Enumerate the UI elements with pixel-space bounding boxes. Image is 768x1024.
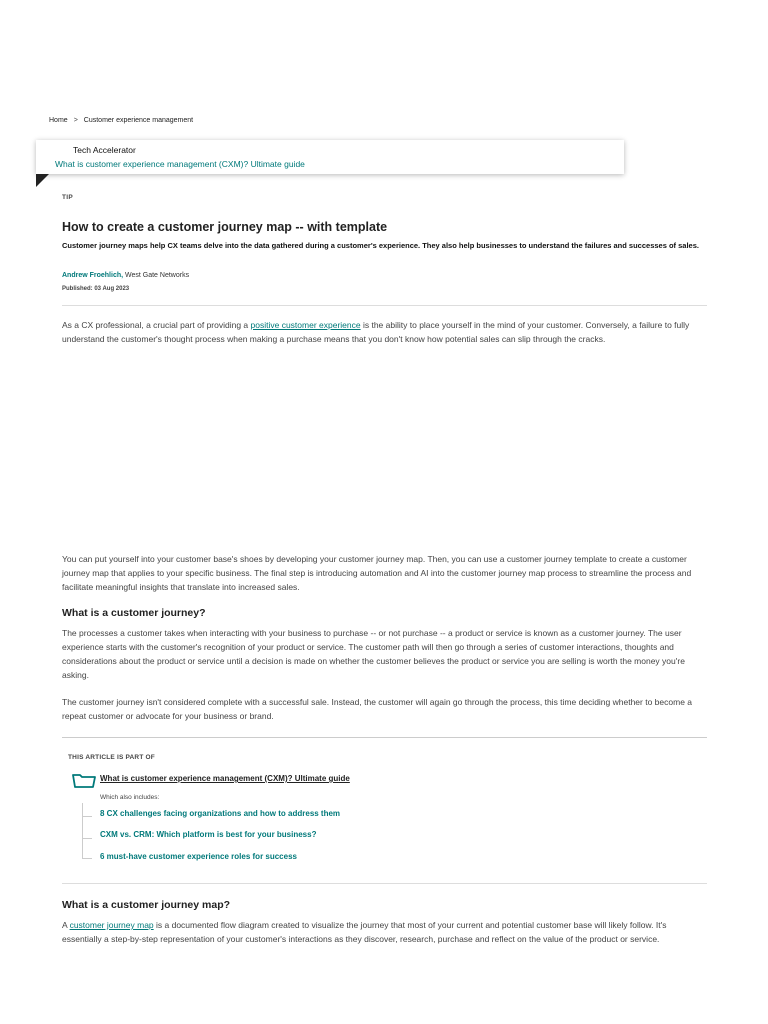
intro-text-end: is the ability to place yourself in the mind of your customer. Conversely, a failure to fully understand the customer's thought process when making a purchase means that you don't know how potential sales can slip through the cracks.: [62, 320, 690, 344]
also-includes-label: Which also includes:: [100, 794, 160, 801]
related-article-link[interactable]: 6 must-have customer experience roles for success: [100, 852, 297, 861]
customer-journey-map-link[interactable]: customer journey map: [69, 920, 154, 930]
intro-paragraph: [62, 318, 707, 346]
divider: [62, 305, 707, 306]
map-text-end: is a documented flow diagram created to visualize the journey that most of your current and potential customer base will likely follow. It's essentially a step-by-step representation of your customer's interactions as they discover, research, purchase and reflect on the value of the product or service.: [62, 920, 667, 944]
banner-fold-corner: [36, 174, 49, 187]
breadcrumb-home-link[interactable]: Home: [49, 117, 68, 124]
related-article-link[interactable]: CXM vs. CRM: Which platform is best for your business?: [100, 830, 317, 839]
positive-cx-link[interactable]: positive customer experience: [250, 320, 361, 330]
paragraph-5: [62, 918, 707, 946]
tree-tick: [82, 816, 92, 817]
author-org: West Gate Networks: [123, 272, 190, 279]
breadcrumb-separator: >: [73, 117, 78, 124]
intro-text-start: As a CX professional, a crucial part of providing a: [62, 320, 251, 330]
divider: [62, 737, 707, 738]
divider: [62, 883, 707, 884]
heading-customer-journey: What is a customer journey?: [62, 607, 206, 619]
breadcrumb: [49, 117, 193, 124]
tree-connector: [82, 803, 83, 858]
guide-kicker: Tech Accelerator: [73, 145, 136, 155]
article-type-tag: TIP: [62, 194, 74, 201]
guide-banner: [36, 140, 624, 174]
breadcrumb-current-link[interactable]: Customer experience management: [83, 117, 194, 124]
page-title: How to create a customer journey map -- with template: [62, 220, 388, 234]
paragraph-2: You can put yourself into your customer base's shoes by developing your customer journey map. Then, you can use a customer journey template to create a customer journey map that applies to your specific business. The final step is introducing automation and AI into the customer journey map process to streamline the process and facilitate meaningful insights that translate into increased sales.: [62, 554, 692, 592]
guide-link[interactable]: What is customer experience management (CXM)? Ultimate guide: [55, 159, 305, 169]
related-article-link[interactable]: 8 CX challenges facing organizations and how to address them: [100, 809, 341, 818]
parent-guide-link[interactable]: What is customer experience management (CXM)? Ultimate guide: [100, 774, 350, 783]
published-value: 03 Aug 2023: [92, 286, 130, 292]
tree-tick: [82, 838, 92, 839]
author-link[interactable]: Andrew Froehlich,: [62, 272, 124, 279]
article-dek: Customer journey maps help CX teams delve into the data gathered during a customer's experience. They also help businesses to understand the failures and successes of sales.: [62, 241, 699, 250]
part-of-label: THIS ARTICLE IS PART OF: [68, 754, 155, 761]
tree-tick: [82, 858, 92, 859]
heading-customer-journey-map: What is a customer journey map?: [62, 899, 231, 911]
paragraph-3: The processes a customer takes when interacting with your business to purchase -- or not purchase -- a product or service is known as a customer journey. The user experience starts with the customer's recognition of your product or service. The customer path will then go through a series of customer interactions, thoughts and considerations about the product or service until a decision is made on whether the customer believes the product or service you are selling is worth the money you're asking.: [62, 628, 685, 680]
author-byline: [62, 272, 189, 279]
published-label: Published:: [62, 286, 93, 292]
paragraph-4: The customer journey isn't considered complete with a successful sale. Instead, the customer will again go through the process, this time deciding whether to become a repeat customer or advocate for your business or brand.: [62, 697, 693, 721]
published-date: [62, 286, 129, 292]
folder-icon: [72, 773, 96, 788]
map-text-start: A: [62, 920, 70, 930]
